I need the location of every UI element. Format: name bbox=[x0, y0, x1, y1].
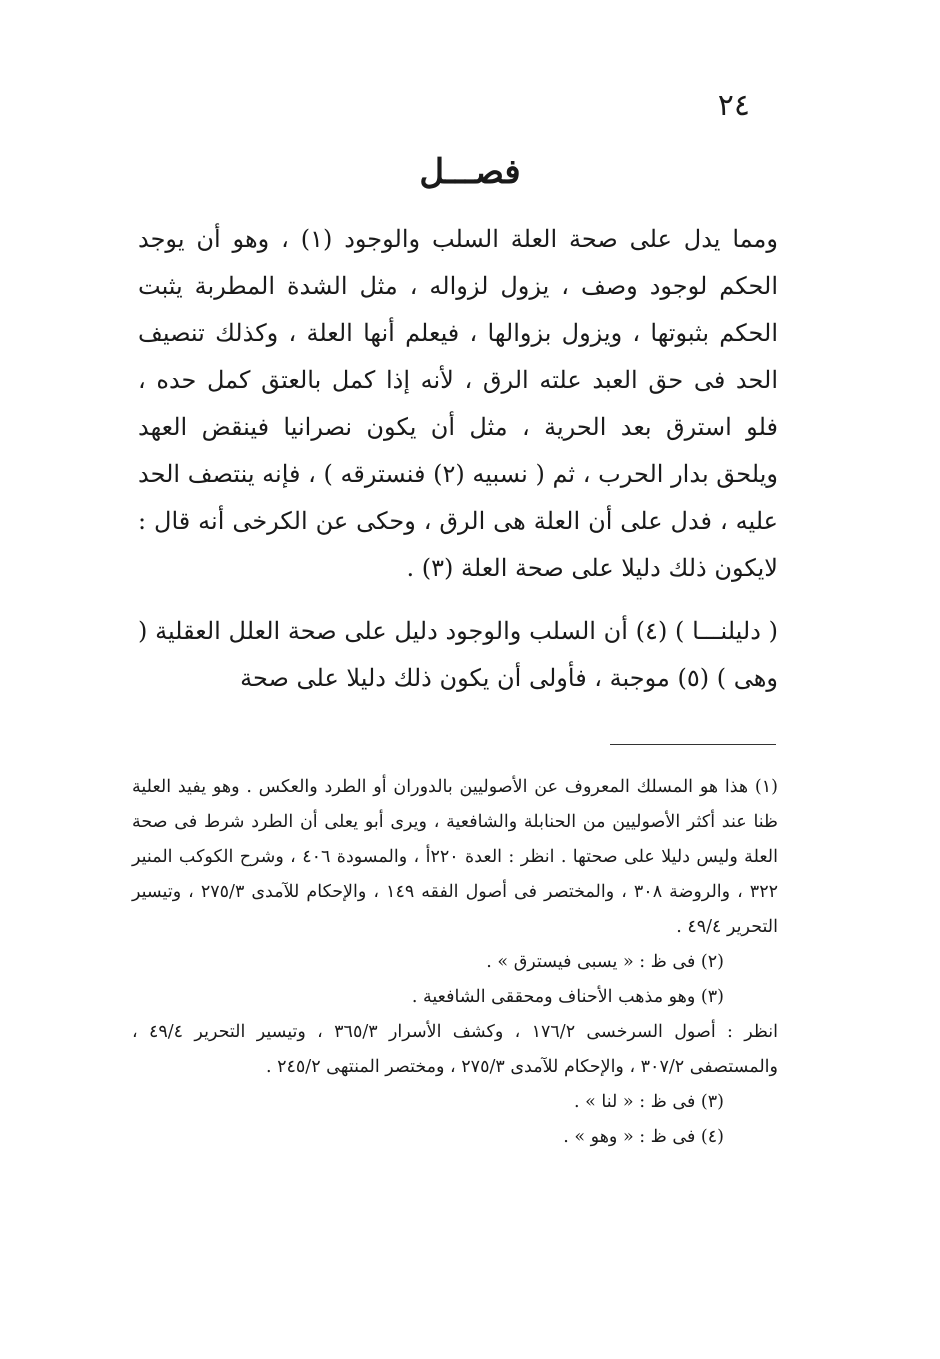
page-number: ٢٤ bbox=[717, 88, 750, 123]
footnote: (٤) فى ظ : « وهو » . bbox=[563, 1127, 724, 1147]
paragraph: ومما يدل على صحة العلة السلب والوجود (١) ، وهو أن يوجد الحكم لوجود وصف ، يزول لزواله ، مثل الشدة المطربة يثبت الحكم بثبوتها ، ويزول بزوالها ، فيعلم أنها العلة ، وكذلك تنصيف الحد فى حق العبد علته الرق ، لأنه إذا كمل بالعتق كمل حده ، فلو استرق بعد الحرية ، مثل أن يكون نصرانيا فينقض العهد ويلحق بدار الحرب ، ثم ( نسبيه (٢) فنسترقه ) ، فإنه ينتصف الحد عليه ، فدل على أن العلة هى الرق ، وحكى عن الكرخى أنه قال : لايكون ذلك دليلا على صحة العلة (٣) . bbox=[138, 225, 778, 582]
footnote: (١) هذا هو المسلك المعروف عن الأصوليين بالدوران أو الطرد والعكس . وهو يفيد العلية ظنا عند أكثر الأصوليين من الحنابلة والشافعية ، ويرى أبو يعلى أن الطرد شرط فى صحة العلة وليس دليلا على صحتها . انظر : العدة ٢٢٠أ ، والمسودة ٤٠٦ ، وشرح الكوكب المنير ٣٢٢ ، والروضة ٣٠٨ ، والمختصر فى أصول الفقه ١٤٩ ، والإحكام للآمدى ٢٧٥/٣ ، وتيسير التحرير ٤٩/٤ . bbox=[132, 777, 778, 937]
footnote: (٣) فى ظ : « لنا » . bbox=[574, 1092, 724, 1112]
footnote: (٢) فى ظ : « يسبى فيسترق » . bbox=[486, 952, 724, 972]
footnote-separator bbox=[610, 744, 776, 745]
paragraph: ( دليلنـــا ) (٤) أن السلب والوجود دليل على صحة العلل العقلية ( وهى ) (٥) موجبة ، فأولى أن يكون ذلك دليلا على صحة bbox=[138, 617, 778, 692]
section-heading: فصـــل bbox=[419, 152, 521, 192]
main-text bbox=[138, 216, 778, 718]
footnote: (٣) وهو مذهب الأحناف ومحققى الشافعية . bbox=[411, 987, 724, 1007]
footnote-continuation: انظر : أصول السرخسى ١٧٦/٢ ، وكشف الأسرار ٣٦٥/٣ ، وتيسير التحرير ٤٩/٤ ، والمستصفى ٣٠٧/٢ ، والإحكام للآمدى ٢٧٥/٣ ، ومختصر المنتهى ٢٤٥/٢ . bbox=[132, 1022, 778, 1077]
footnotes bbox=[132, 770, 778, 1155]
